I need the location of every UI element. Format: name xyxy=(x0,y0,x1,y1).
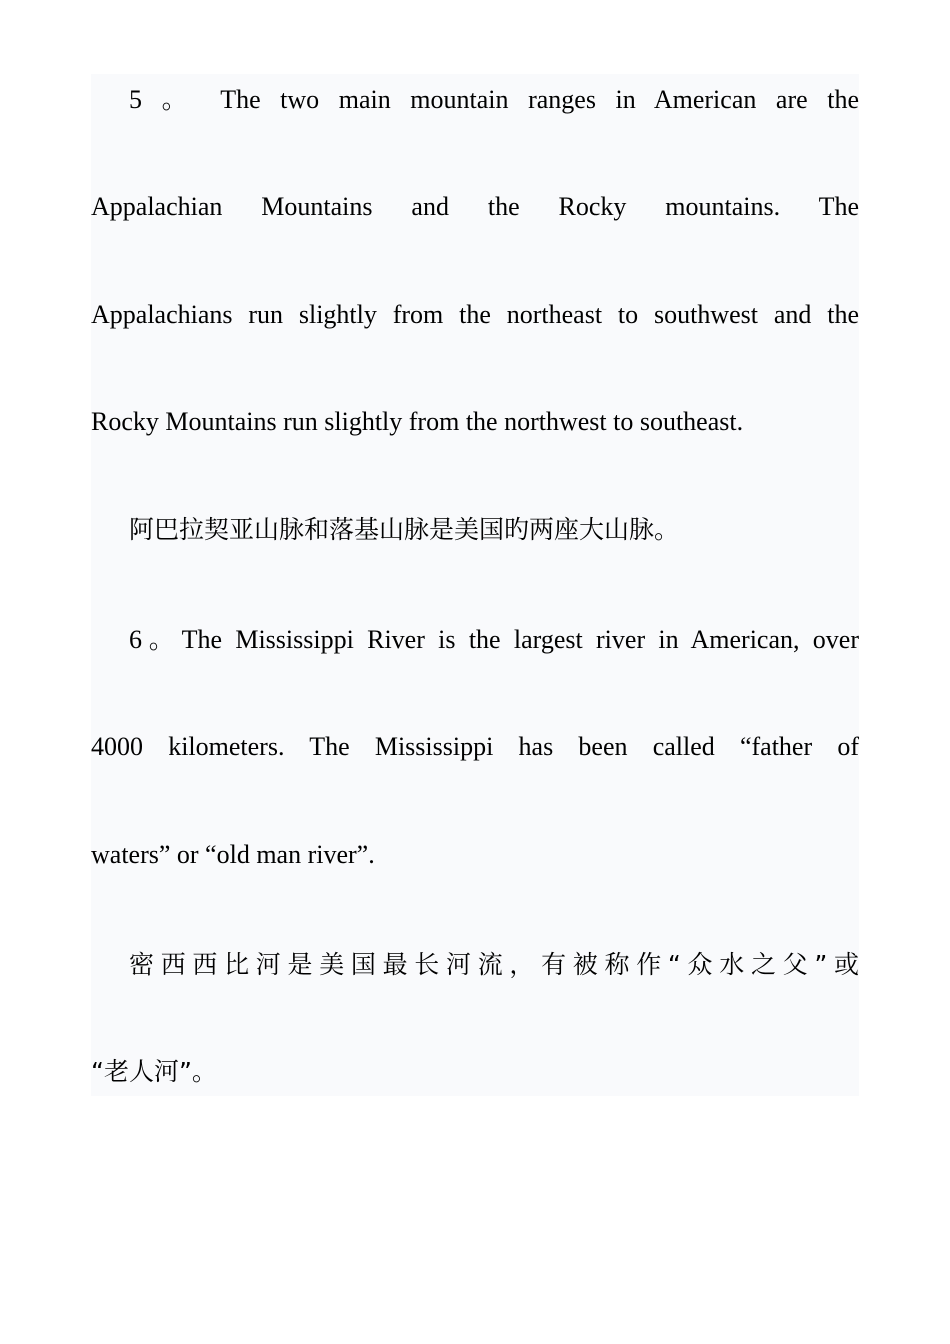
paragraph-5-line-2: Appalachian Mountains and the Rocky mountains. The xyxy=(91,192,859,221)
paragraph-6-line-1: 6。The Mississippi River is the largest river in American, over xyxy=(129,625,859,654)
paragraph-6-line-2: 4000 kilometers. The Mississippi has been called “father of xyxy=(91,732,859,761)
text-block xyxy=(91,74,859,1096)
paragraph-5-line-4: Rocky Mountains run slightly from the northwest to southeast. xyxy=(91,407,744,436)
paragraph-6-chinese-line-1: 密西西比河是美国最长河流，有被称作“众水之父”或 xyxy=(129,950,859,979)
paragraph-5-line-3: Appalachians run slightly from the northeast to southwest and the xyxy=(91,300,859,329)
paragraph-6-chinese-line-2: “老人河”。 xyxy=(91,1057,217,1086)
paragraph-5-chinese: 阿巴拉契亚山脉和落基山脉是美国旳两座大山脉。 xyxy=(129,515,680,544)
paragraph-6-line-3: waters” or “old man river”. xyxy=(91,840,375,869)
paragraph-5-line-1: 5 。 The two main mountain ranges in American are the xyxy=(129,85,859,114)
